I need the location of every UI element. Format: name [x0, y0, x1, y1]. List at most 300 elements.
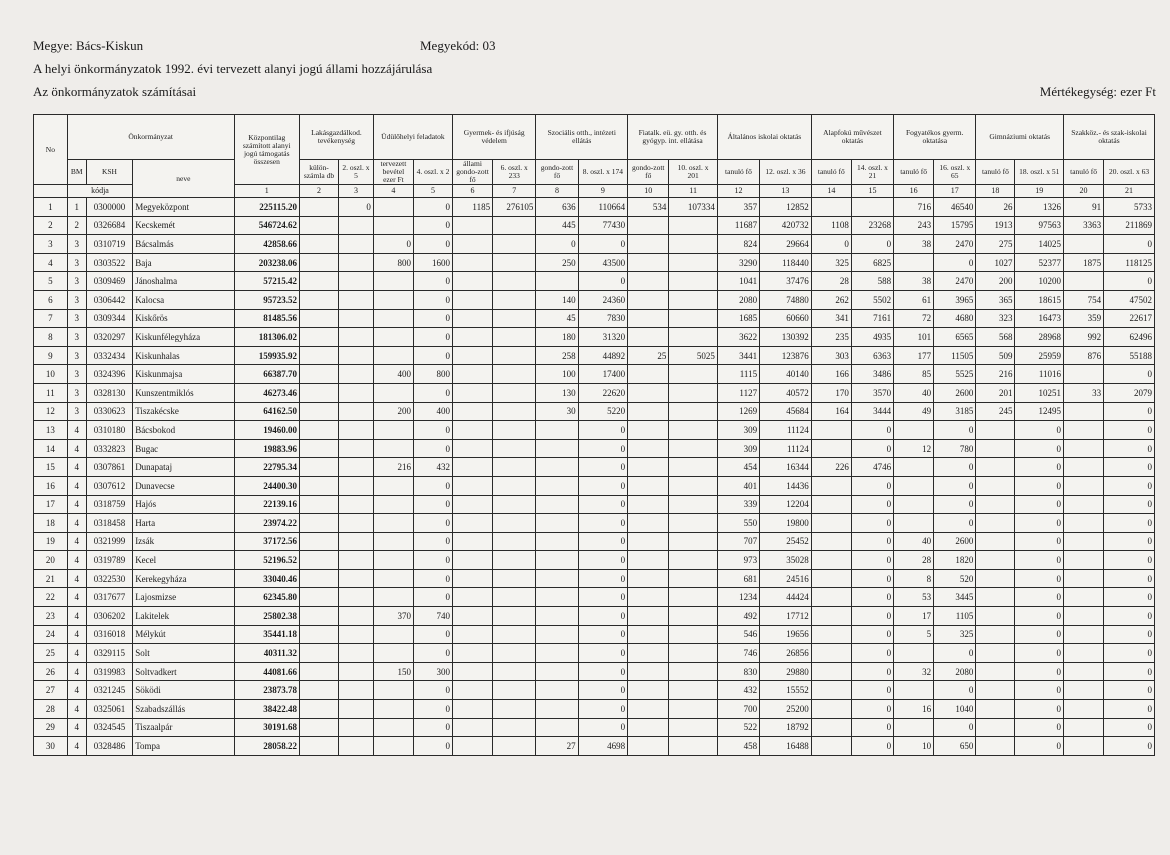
municipality-name-cell: Tompa [133, 737, 234, 756]
primary-amount-cell: 118440 [760, 253, 812, 272]
row-number-cell: 1 [34, 198, 68, 217]
allocation-table [33, 114, 1155, 756]
vocational-students-cell [1064, 625, 1104, 644]
resort-amount-cell: 0 [413, 495, 452, 514]
row-number-cell: 21 [34, 569, 68, 588]
housing-amount-cell [339, 588, 374, 607]
municipality-name-cell: Lajosmizse [133, 588, 234, 607]
ksh-code-cell: 0310719 [86, 235, 132, 254]
child-protection-amount-cell [493, 328, 536, 347]
disabled-amount-cell: 0 [934, 476, 976, 495]
housing-accounts-cell [299, 700, 338, 719]
disabled-students-cell: 49 [894, 402, 934, 421]
housing-amount-cell [339, 662, 374, 681]
housing-amount-cell [339, 737, 374, 756]
disabled-amount-cell: 3965 [934, 290, 976, 309]
total-allocation-cell: 22795.34 [234, 458, 299, 477]
gymnasium-students-cell [976, 681, 1015, 700]
social-care-count-cell: 100 [536, 365, 578, 384]
primary-amount-cell: 24516 [760, 569, 812, 588]
bm-code-cell: 4 [67, 421, 86, 440]
fogyatekos-header: Fogyatékos gyerm. oktatása [894, 115, 976, 160]
youth-care-amount-cell [669, 495, 718, 514]
disabled-students-cell: 28 [894, 551, 934, 570]
disabled-students-cell: 5 [894, 625, 934, 644]
gymnasium-students-cell [976, 421, 1015, 440]
column-number: 14 [811, 185, 851, 198]
resort-income-cell [373, 421, 413, 440]
vocational-students-cell: 1875 [1064, 253, 1104, 272]
art-students-cell: 1108 [811, 216, 851, 235]
municipality-name-cell: Tiszakécske [133, 402, 234, 421]
vocational-amount-cell: 0 [1104, 439, 1155, 458]
sub-header: tanuló fő [976, 160, 1015, 185]
child-protection-count-cell: 1185 [453, 198, 493, 217]
resort-amount-cell: 0 [413, 476, 452, 495]
youth-care-amount-cell [669, 588, 718, 607]
gymnasium-students-cell [976, 458, 1015, 477]
table-row [34, 328, 1155, 347]
gymnasium-students-cell: 1913 [976, 216, 1015, 235]
child-protection-amount-cell [493, 662, 536, 681]
row-number-cell: 6 [34, 290, 68, 309]
gymnasium-students-cell: 201 [976, 383, 1015, 402]
sub-header: tervezett bevétel ezer Ft [373, 160, 413, 185]
vocational-students-cell [1064, 421, 1104, 440]
primary-students-cell: 824 [717, 235, 759, 254]
resort-amount-cell: 0 [413, 737, 452, 756]
art-students-cell [811, 718, 851, 737]
resort-amount-cell: 0 [413, 309, 452, 328]
gymnasium-amount-cell: 0 [1015, 607, 1064, 626]
municipality-name-cell: Lakitelek [133, 607, 234, 626]
column-number: 15 [851, 185, 893, 198]
table-row [34, 569, 1155, 588]
gymnasium-students-cell: 365 [976, 290, 1015, 309]
youth-care-count-cell [628, 737, 669, 756]
table-row [34, 551, 1155, 570]
social-care-count-cell [536, 532, 578, 551]
primary-students-cell: 432 [717, 681, 759, 700]
resort-income-cell [373, 588, 413, 607]
kodja-header: kódja [67, 185, 132, 198]
youth-care-amount-cell [669, 681, 718, 700]
youth-care-amount-cell [669, 458, 718, 477]
gymnasium-students-cell [976, 495, 1015, 514]
primary-students-cell: 1685 [717, 309, 759, 328]
resort-income-cell [373, 328, 413, 347]
resort-amount-cell: 0 [413, 216, 452, 235]
art-amount-cell: 5502 [851, 290, 893, 309]
disabled-amount-cell: 5525 [934, 365, 976, 384]
youth-care-amount-cell [669, 235, 718, 254]
primary-amount-cell: 11124 [760, 421, 812, 440]
social-care-amount-cell: 77430 [578, 216, 628, 235]
ksh-code-cell: 0321245 [86, 681, 132, 700]
child-protection-amount-cell [493, 495, 536, 514]
sub-header: külön-számla db [299, 160, 338, 185]
housing-accounts-cell [299, 365, 338, 384]
art-students-cell: 303 [811, 346, 851, 365]
art-amount-cell: 0 [851, 662, 893, 681]
lakas-header: Lakásgazdálkod. tevékenység [299, 115, 373, 160]
disabled-amount-cell: 0 [934, 681, 976, 700]
municipality-name-cell: Megyeközpont [133, 198, 234, 217]
gymnasium-students-cell: 568 [976, 328, 1015, 347]
resort-amount-cell: 0 [413, 383, 452, 402]
youth-care-count-cell [628, 216, 669, 235]
primary-amount-cell: 123876 [760, 346, 812, 365]
youth-care-amount-cell [669, 402, 718, 421]
vocational-students-cell [1064, 588, 1104, 607]
child-protection-count-cell [453, 681, 493, 700]
sub-header: 8. oszl. x 174 [578, 160, 628, 185]
vocational-students-cell: 876 [1064, 346, 1104, 365]
vocational-students-cell [1064, 439, 1104, 458]
total-allocation-cell: 37172.56 [234, 532, 299, 551]
social-care-count-cell [536, 644, 578, 663]
disabled-amount-cell: 0 [934, 421, 976, 440]
vocational-students-cell [1064, 458, 1104, 477]
youth-care-amount-cell: 5025 [669, 346, 718, 365]
social-care-amount-cell: 0 [578, 607, 628, 626]
ksh-code-cell: 0328486 [86, 737, 132, 756]
total-allocation-cell: 57215.42 [234, 272, 299, 291]
sub-header: tanuló fő [717, 160, 759, 185]
vocational-amount-cell: 0 [1104, 681, 1155, 700]
municipality-name-cell: Kecskemét [133, 216, 234, 235]
disabled-amount-cell: 6565 [934, 328, 976, 347]
art-students-cell [811, 514, 851, 533]
ksh-code-cell: 0319983 [86, 662, 132, 681]
youth-care-amount-cell [669, 309, 718, 328]
disabled-students-cell [894, 253, 934, 272]
resort-amount-cell: 0 [413, 625, 452, 644]
housing-accounts-cell [299, 569, 338, 588]
bm-code-cell: 4 [67, 625, 86, 644]
bm-code-cell: 4 [67, 700, 86, 719]
youth-care-count-cell [628, 272, 669, 291]
housing-amount-cell [339, 551, 374, 570]
child-protection-count-cell [453, 700, 493, 719]
art-amount-cell [851, 198, 893, 217]
housing-amount-cell [339, 309, 374, 328]
column-number: 12 [717, 185, 759, 198]
child-protection-count-cell [453, 235, 493, 254]
resort-income-cell [373, 569, 413, 588]
table-row [34, 253, 1155, 272]
gymnasium-students-cell [976, 588, 1015, 607]
vocational-students-cell: 33 [1064, 383, 1104, 402]
bm-code-cell: 4 [67, 551, 86, 570]
unit-label: Mértékegység: ezer Ft [1039, 84, 1156, 99]
social-care-amount-cell: 24360 [578, 290, 628, 309]
municipality-name-cell: Jánoshalma [133, 272, 234, 291]
total-allocation-cell: 22139.16 [234, 495, 299, 514]
child-protection-count-cell [453, 551, 493, 570]
ksh-code-cell: 0321999 [86, 532, 132, 551]
art-students-cell [811, 700, 851, 719]
vocational-students-cell [1064, 514, 1104, 533]
disabled-students-cell: 38 [894, 272, 934, 291]
disabled-students-cell: 16 [894, 700, 934, 719]
housing-amount-cell [339, 383, 374, 402]
vocational-amount-cell: 0 [1104, 476, 1155, 495]
sub-header: 4. oszl. x 2 [413, 160, 452, 185]
child-protection-count-cell [453, 476, 493, 495]
primary-amount-cell: 15552 [760, 681, 812, 700]
total-allocation-cell: 19460.00 [234, 421, 299, 440]
youth-care-count-cell [628, 532, 669, 551]
resort-amount-cell: 0 [413, 198, 452, 217]
primary-students-cell: 339 [717, 495, 759, 514]
sub-header: 6. oszl. x 233 [493, 160, 536, 185]
bm-code-cell: 3 [67, 309, 86, 328]
municipality-name-cell: Solt [133, 644, 234, 663]
total-allocation-cell: 23974.22 [234, 514, 299, 533]
disabled-students-cell [894, 514, 934, 533]
total-allocation-cell: 33040.46 [234, 569, 299, 588]
disabled-amount-cell: 3445 [934, 588, 976, 607]
gymnasium-students-cell [976, 700, 1015, 719]
municipality-name-cell: Szabadszállás [133, 700, 234, 719]
art-amount-cell: 0 [851, 476, 893, 495]
primary-amount-cell: 60660 [760, 309, 812, 328]
resort-income-cell: 216 [373, 458, 413, 477]
total-allocation-cell: 159935.92 [234, 346, 299, 365]
resort-amount-cell: 0 [413, 700, 452, 719]
gymnasium-students-cell [976, 662, 1015, 681]
child-protection-count-cell [453, 346, 493, 365]
disabled-students-cell: 101 [894, 328, 934, 347]
gymnasium-amount-cell: 0 [1015, 588, 1064, 607]
column-number: 9 [578, 185, 628, 198]
bm-code-cell: 4 [67, 588, 86, 607]
housing-amount-cell [339, 253, 374, 272]
housing-accounts-cell [299, 607, 338, 626]
vocational-amount-cell: 22617 [1104, 309, 1155, 328]
table-row [34, 625, 1155, 644]
municipality-name-cell: Kunszentmiklós [133, 383, 234, 402]
art-students-cell [811, 625, 851, 644]
housing-accounts-cell [299, 662, 338, 681]
youth-care-amount-cell [669, 253, 718, 272]
primary-amount-cell: 40572 [760, 383, 812, 402]
primary-students-cell: 1234 [717, 588, 759, 607]
art-students-cell: 170 [811, 383, 851, 402]
ksh-code-cell: 0320297 [86, 328, 132, 347]
child-protection-amount-cell [493, 458, 536, 477]
bm-header: BM [67, 160, 86, 185]
vocational-students-cell: 91 [1064, 198, 1104, 217]
disabled-amount-cell: 11505 [934, 346, 976, 365]
column-number: 5 [413, 185, 452, 198]
vocational-students-cell [1064, 737, 1104, 756]
disabled-amount-cell: 2470 [934, 235, 976, 254]
bm-code-cell: 4 [67, 458, 86, 477]
bm-code-cell: 3 [67, 253, 86, 272]
child-protection-amount-cell [493, 476, 536, 495]
gymnasium-amount-cell: 10200 [1015, 272, 1064, 291]
primary-amount-cell: 11124 [760, 439, 812, 458]
vocational-amount-cell: 0 [1104, 365, 1155, 384]
social-care-amount-cell: 0 [578, 421, 628, 440]
youth-care-amount-cell [669, 607, 718, 626]
resort-amount-cell: 0 [413, 272, 452, 291]
social-care-count-cell: 30 [536, 402, 578, 421]
sub-header: 16. oszl. x 65 [934, 160, 976, 185]
municipality-name-cell: Tiszaalpár [133, 718, 234, 737]
vocational-amount-cell: 0 [1104, 588, 1155, 607]
row-number-cell: 9 [34, 346, 68, 365]
resort-income-cell [373, 216, 413, 235]
bm-code-cell: 2 [67, 216, 86, 235]
art-students-cell [811, 644, 851, 663]
social-care-count-cell [536, 551, 578, 570]
housing-amount-cell [339, 235, 374, 254]
disabled-students-cell [894, 681, 934, 700]
youth-care-count-cell [628, 309, 669, 328]
total-allocation-cell: 38422.48 [234, 700, 299, 719]
vocational-students-cell [1064, 718, 1104, 737]
ksh-code-cell: 0317677 [86, 588, 132, 607]
column-number: 21 [1104, 185, 1155, 198]
art-amount-cell: 0 [851, 495, 893, 514]
social-care-amount-cell: 0 [578, 569, 628, 588]
art-students-cell: 0 [811, 235, 851, 254]
ksh-code-cell: 0332823 [86, 439, 132, 458]
gymnasium-amount-cell: 18615 [1015, 290, 1064, 309]
gymnasium-amount-cell: 0 [1015, 532, 1064, 551]
disabled-students-cell [894, 476, 934, 495]
art-students-cell [811, 421, 851, 440]
vocational-students-cell [1064, 365, 1104, 384]
vocational-students-cell [1064, 272, 1104, 291]
total-allocation-cell: 42858.66 [234, 235, 299, 254]
child-protection-amount-cell [493, 383, 536, 402]
housing-accounts-cell [299, 681, 338, 700]
bm-code-cell: 3 [67, 272, 86, 291]
municipality-name-cell: Mélykút [133, 625, 234, 644]
column-number: 18 [976, 185, 1015, 198]
art-students-cell [811, 588, 851, 607]
art-amount-cell: 6363 [851, 346, 893, 365]
table-row [34, 607, 1155, 626]
column-number: 4 [373, 185, 413, 198]
art-students-cell: 166 [811, 365, 851, 384]
ksh-code-cell: 0303522 [86, 253, 132, 272]
total-allocation-cell: 181306.02 [234, 328, 299, 347]
resort-income-cell: 200 [373, 402, 413, 421]
vocational-amount-cell: 0 [1104, 514, 1155, 533]
bm-code-cell: 4 [67, 514, 86, 533]
gymnasium-amount-cell: 0 [1015, 551, 1064, 570]
primary-students-cell: 1115 [717, 365, 759, 384]
social-care-amount-cell: 0 [578, 458, 628, 477]
table-row [34, 365, 1155, 384]
disabled-amount-cell: 780 [934, 439, 976, 458]
gymnasium-amount-cell: 0 [1015, 700, 1064, 719]
table-row [34, 495, 1155, 514]
disabled-students-cell [894, 495, 934, 514]
table-row [34, 272, 1155, 291]
resort-income-cell [373, 439, 413, 458]
art-amount-cell: 3444 [851, 402, 893, 421]
child-protection-count-cell [453, 458, 493, 477]
housing-accounts-cell [299, 198, 338, 217]
row-number-cell: 27 [34, 681, 68, 700]
vocational-amount-cell: 0 [1104, 607, 1155, 626]
row-number-cell: 8 [34, 328, 68, 347]
art-amount-cell: 23268 [851, 216, 893, 235]
youth-care-amount-cell [669, 439, 718, 458]
social-care-count-cell [536, 569, 578, 588]
youth-care-amount-cell [669, 569, 718, 588]
table-body [34, 198, 1155, 756]
bm-code-cell: 4 [67, 476, 86, 495]
neve-header: neve [133, 160, 234, 198]
row-number-cell: 20 [34, 551, 68, 570]
resort-amount-cell: 432 [413, 458, 452, 477]
social-care-count-cell [536, 625, 578, 644]
primary-students-cell: 550 [717, 514, 759, 533]
art-amount-cell: 0 [851, 588, 893, 607]
housing-accounts-cell [299, 495, 338, 514]
housing-accounts-cell [299, 458, 338, 477]
resort-amount-cell: 0 [413, 328, 452, 347]
child-protection-amount-cell: 276105 [493, 198, 536, 217]
column-number: 16 [894, 185, 934, 198]
ksh-code-cell: 0324396 [86, 365, 132, 384]
art-students-cell [811, 569, 851, 588]
udulo-header: Üdülőhelyi feladatok [373, 115, 452, 160]
bm-code-cell: 3 [67, 328, 86, 347]
social-care-count-cell [536, 272, 578, 291]
table-row [34, 290, 1155, 309]
gymnasium-amount-cell: 0 [1015, 514, 1064, 533]
art-amount-cell: 4746 [851, 458, 893, 477]
resort-amount-cell: 0 [413, 421, 452, 440]
social-care-count-cell: 45 [536, 309, 578, 328]
gymnasium-students-cell [976, 737, 1015, 756]
ksh-code-cell: 0322530 [86, 569, 132, 588]
ksh-code-cell: 0318458 [86, 514, 132, 533]
gymnasium-amount-cell: 0 [1015, 644, 1064, 663]
resort-income-cell: 800 [373, 253, 413, 272]
row-number-cell: 24 [34, 625, 68, 644]
disabled-amount-cell: 520 [934, 569, 976, 588]
youth-care-amount-cell [669, 328, 718, 347]
gymnasium-students-cell: 200 [976, 272, 1015, 291]
vocational-students-cell: 754 [1064, 290, 1104, 309]
resort-amount-cell: 740 [413, 607, 452, 626]
social-care-amount-cell: 0 [578, 718, 628, 737]
row-number-cell: 2 [34, 216, 68, 235]
child-protection-count-cell [453, 644, 493, 663]
gymnasium-amount-cell: 0 [1015, 718, 1064, 737]
social-care-count-cell [536, 588, 578, 607]
art-students-cell: 262 [811, 290, 851, 309]
table-row [34, 458, 1155, 477]
primary-students-cell: 746 [717, 644, 759, 663]
vocational-amount-cell: 0 [1104, 551, 1155, 570]
youth-care-count-cell [628, 700, 669, 719]
ksh-code-cell: 0332434 [86, 346, 132, 365]
housing-accounts-cell [299, 235, 338, 254]
row-number-cell: 11 [34, 383, 68, 402]
housing-amount-cell [339, 495, 374, 514]
gymnasium-students-cell [976, 551, 1015, 570]
